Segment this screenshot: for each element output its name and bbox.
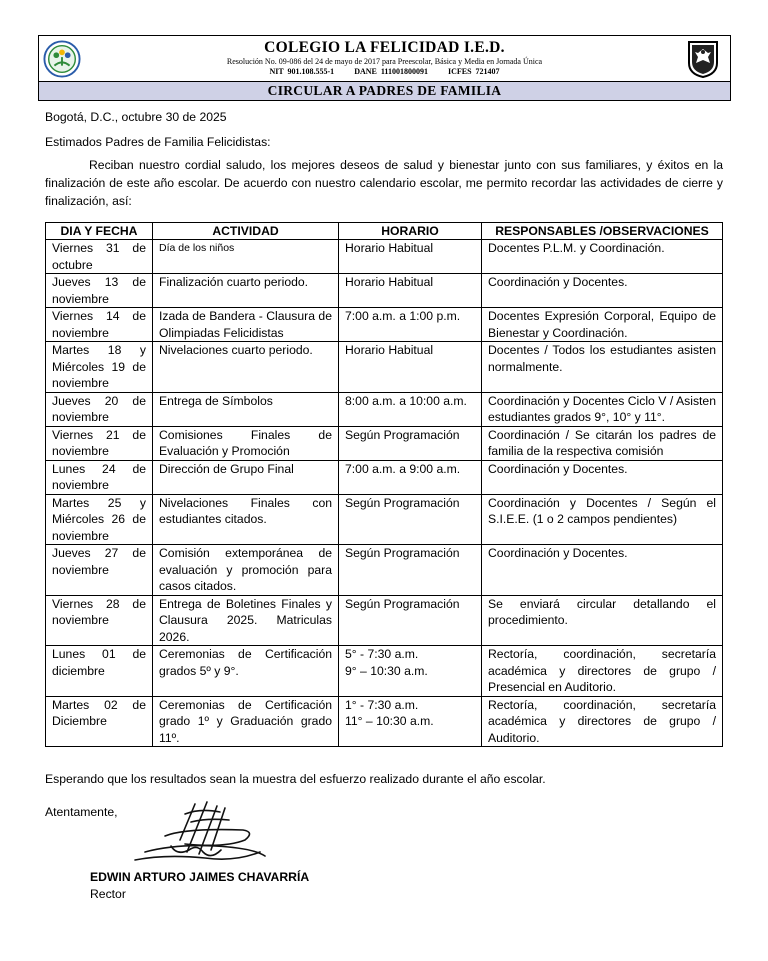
cell-activity: Nivelaciones Finales con estudiantes citados.	[153, 494, 339, 545]
cell-responsible: Coordinación y Docentes / Según el S.I.E.E. (1 o 2 campos pendientes)	[482, 494, 723, 545]
cell-schedule	[339, 696, 482, 747]
cell-responsible: Docentes Expresión Corporal, Equipo de Bienestar y Coordinación.	[482, 308, 723, 342]
cell-responsible: Se enviará circular detallando el procedimiento.	[482, 595, 723, 646]
cell-activity: Izada de Bandera - Clausura de Olimpiadas Felicidistas	[153, 308, 339, 342]
letterhead	[38, 35, 731, 101]
handwritten-signature-icon	[125, 800, 275, 872]
cell-activity: Finalización cuarto periodo.	[153, 274, 339, 308]
schedule-line: 1° - 7:30 a.m.	[345, 697, 419, 712]
table-row	[46, 342, 723, 393]
table-row	[46, 696, 723, 747]
cell-schedule: Según Programación	[339, 494, 482, 545]
cell-schedule: 7:00 a.m. a 9:00 a.m.	[339, 460, 482, 494]
cell-activity: Nivelaciones cuarto periodo.	[153, 342, 339, 393]
cell-date: Martes 02 de Diciembre	[46, 696, 153, 747]
cell-responsible: Rectoría, coordinación, secretaría académica y directores de grupo / Auditorio.	[482, 696, 723, 747]
cell-responsible: Docentes P.L.M. y Coordinación.	[482, 240, 723, 274]
header-responsible: RESPONSABLES /OBSERVACIONES	[482, 223, 723, 240]
cell-responsible: Coordinación y Docentes Ciclo V / Asisten estudiantes grados 9°, 10° y 11°.	[482, 392, 723, 426]
cell-schedule: 8:00 a.m. a 10:00 a.m.	[339, 392, 482, 426]
cell-date: Martes 18 y Miércoles 19 de noviembre	[46, 342, 153, 393]
cell-activity: Comisiones Finales de Evaluación y Promoción	[153, 426, 339, 460]
school-identifiers	[39, 67, 730, 76]
schedule-line: 5° - 7:30 a.m.	[345, 647, 419, 661]
cell-activity: Ceremonias de Certificación grados 5º y 9°.	[153, 646, 339, 697]
cell-responsible: Coordinación y Docentes.	[482, 545, 723, 596]
cell-responsible: Coordinación / Se citarán los padres de familia de la respectiva comisión	[482, 426, 723, 460]
cell-responsible: Rectoría, coordinación, secretaría académica y directores de grupo / Presencial en Auditorio.	[482, 646, 723, 697]
header-schedule: HORARIO	[339, 223, 482, 240]
table-row	[46, 595, 723, 646]
cell-activity: Entrega de Boletines Finales y Clausura 2025. Matriculas 2026.	[153, 595, 339, 646]
cell-activity: Comisión extemporánea de evaluación y promoción para casos citados.	[153, 545, 339, 596]
bogota-shield-icon	[686, 39, 720, 79]
closing-text: Esperando que los resultados sean la muestra del esfuerzo realizado durante el año escolar.	[45, 772, 546, 786]
cell-date: Viernes 28 de noviembre	[46, 595, 153, 646]
signer-role: Rector	[90, 887, 126, 901]
sign-off: Atentamente,	[45, 805, 118, 819]
table-row	[46, 460, 723, 494]
cell-date: Jueves 20 de noviembre	[46, 392, 153, 426]
school-dane: DANE 111001800091	[354, 67, 428, 76]
intro-paragraph: Reciban nuestro cordial saludo, los mejores deseos de salud y bienestar junto con sus familiares, y éxitos en la finalización de este año escolar. De acuerdo con nuestro calendario escolar, me permito recordar las actividades de cierre y finalización, así:	[45, 158, 723, 208]
cell-schedule: Horario Habitual	[339, 240, 482, 274]
cell-schedule	[339, 646, 482, 697]
cell-date: Lunes 24 de noviembre	[46, 460, 153, 494]
cell-activity: Entrega de Símbolos	[153, 392, 339, 426]
date-line: Bogotá, D.C., octubre 30 de 2025	[45, 110, 227, 124]
table-row	[46, 308, 723, 342]
cell-schedule: Horario Habitual	[339, 274, 482, 308]
cell-schedule: Horario Habitual	[339, 342, 482, 393]
cell-date: Viernes 31 de octubre	[46, 240, 153, 274]
school-resolution: Resolución No. 09-086 del 24 de mayo de 2017 para Preescolar, Básica y Media en Jornada Única	[226, 57, 543, 66]
school-name: COLEGIO LA FELICIDAD I.E.D.	[264, 39, 505, 56]
activities-table	[45, 222, 723, 747]
greeting: Estimados Padres de Familia Felicidistas:	[45, 135, 271, 149]
letterhead-top	[39, 36, 730, 82]
cell-date: Lunes 01 de diciembre	[46, 646, 153, 697]
circular-title: CIRCULAR A PADRES DE FAMILIA	[39, 82, 730, 100]
cell-date: Viernes 14 de noviembre	[46, 308, 153, 342]
table-row	[46, 426, 723, 460]
cell-schedule: Según Programación	[339, 545, 482, 596]
table-row	[46, 392, 723, 426]
table-row	[46, 646, 723, 697]
cell-activity: Día de los niños	[153, 240, 339, 274]
schedule-line: 9° – 10:30 a.m.	[345, 663, 428, 678]
school-icfes: ICFES 721407	[447, 67, 500, 76]
cell-date: Viernes 21 de noviembre	[46, 426, 153, 460]
header-date: DIA Y FECHA	[46, 223, 153, 240]
cell-responsible: Docentes / Todos los estudiantes asisten normalmente.	[482, 342, 723, 393]
table-header-row	[46, 223, 723, 240]
cell-activity: Dirección de Grupo Final	[153, 460, 339, 494]
signer-name: EDWIN ARTURO JAIMES CHAVARRÍA	[90, 870, 310, 884]
school-nit: NIT 901.108.555-1	[269, 67, 335, 76]
cell-schedule: Según Programación	[339, 595, 482, 646]
table-row	[46, 274, 723, 308]
header-activity: ACTIVIDAD	[153, 223, 339, 240]
table-row	[46, 545, 723, 596]
cell-responsible: Coordinación y Docentes.	[482, 274, 723, 308]
cell-date: Martes 25 y Miércoles 26 de noviembre	[46, 494, 153, 545]
schedule-line: 11° – 10:30 a.m.	[345, 714, 434, 728]
cell-date: Jueves 27 de noviembre	[46, 545, 153, 596]
cell-schedule: Según Programación	[339, 426, 482, 460]
cell-responsible: Coordinación y Docentes.	[482, 460, 723, 494]
cell-activity: Ceremonias de Certificación grado 1º y Graduación grado 11º.	[153, 696, 339, 747]
table-row	[46, 494, 723, 545]
table-row	[46, 240, 723, 274]
cell-schedule: 7:00 a.m. a 1:00 p.m.	[339, 308, 482, 342]
cell-date: Jueves 13 de noviembre	[46, 274, 153, 308]
